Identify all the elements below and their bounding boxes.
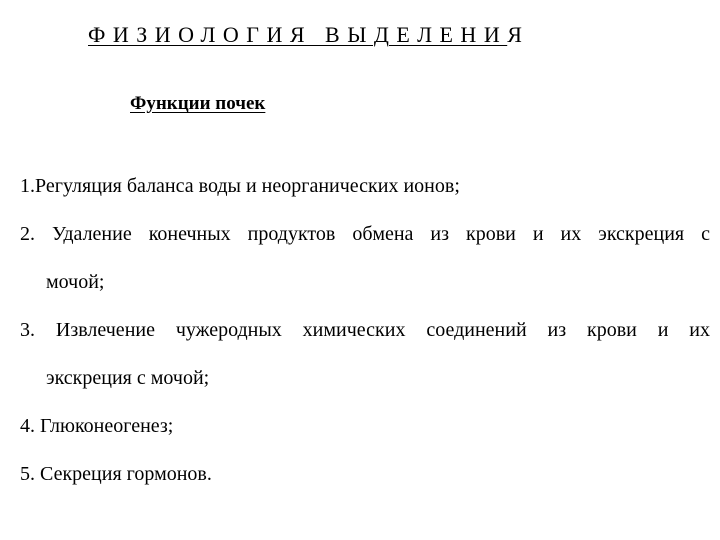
list-item — [20, 450, 710, 498]
page-title-tail: Я — [507, 22, 530, 47]
list-item — [20, 306, 710, 402]
list-item — [20, 402, 710, 450]
list-item-line: 5. Секреция гормонов. — [20, 463, 212, 485]
list-item — [20, 162, 710, 210]
list-item-line: 2. Удаление конечных продуктов обмена из крови и их экскреция с — [20, 223, 710, 245]
list-item-line: 3. Извлечение чужеродных химических соединений из крови и их — [20, 319, 710, 341]
page-title-main: ФИЗИОЛОГИЯ ВЫДЕЛЕНИ — [88, 22, 508, 47]
list-item-line: 1.Регуляция баланса воды и неорганических ионов; — [20, 175, 460, 197]
list-item-line: мочой; — [46, 271, 105, 293]
page-title — [88, 20, 529, 50]
list-item-line: экскреция с мочой; — [46, 367, 210, 389]
list-item-line: 4. Глюконеогенез; — [20, 415, 174, 437]
list-item — [20, 210, 710, 306]
kidney-functions-list — [20, 162, 710, 498]
section-subtitle: Функции почек — [130, 93, 266, 114]
